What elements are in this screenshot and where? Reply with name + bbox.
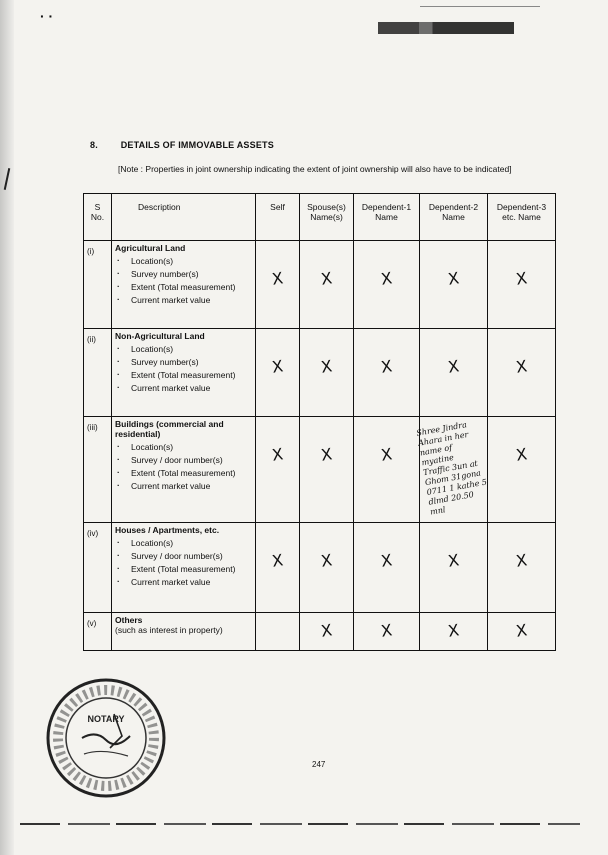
- table-row: [84, 523, 556, 613]
- stamp-label: NOTARY: [87, 714, 125, 724]
- list-item: · Survey number(s): [115, 269, 252, 280]
- cross-mark: X: [379, 444, 394, 465]
- row-subtitle: (such as interest in property): [115, 625, 223, 635]
- list-item: · Survey / door number(s): [115, 551, 252, 562]
- header-dependent-1: Dependent-1 Name: [354, 194, 420, 241]
- row-sno: (iii): [84, 417, 112, 523]
- row-sno: (iv): [84, 523, 112, 613]
- table-row: [84, 613, 556, 651]
- cross-mark: X: [379, 620, 394, 641]
- header-description: Description: [112, 194, 256, 241]
- row-description: [112, 329, 256, 417]
- cross-mark: X: [270, 444, 285, 465]
- cross-mark: [259, 618, 296, 623]
- row-title: Buildings (commercial and residential): [115, 419, 224, 439]
- cross-mark: X: [319, 620, 334, 641]
- section-note: [Note : Properties in joint ownership indicating the extent of joint ownership will also have to be indicated]: [118, 164, 512, 174]
- list-item: · Extent (Total measurement): [115, 370, 252, 381]
- cross-mark: X: [446, 356, 461, 377]
- row-title: Houses / Apartments, etc.: [115, 525, 220, 535]
- page-number: 247: [312, 760, 326, 769]
- cross-mark: X: [514, 356, 529, 377]
- table-row: [84, 329, 556, 417]
- row-title: Others: [115, 615, 143, 625]
- cross-mark: X: [319, 356, 334, 377]
- list-item: · Location(s): [115, 344, 252, 355]
- list-item: · Location(s): [115, 538, 252, 549]
- row-description: [112, 241, 256, 329]
- header-dependent-3: Dependent-3 etc. Name: [488, 194, 556, 241]
- list-item: · Current market value: [115, 577, 252, 588]
- row-sno: (i): [84, 241, 112, 329]
- table-row: [84, 241, 556, 329]
- scan-header-artifact: [378, 22, 514, 34]
- cross-mark: X: [319, 268, 334, 289]
- list-item: · Current market value: [115, 295, 252, 306]
- cross-mark: X: [514, 444, 529, 465]
- cross-mark: X: [319, 444, 334, 465]
- row-description: [112, 523, 256, 613]
- cross-mark: X: [379, 550, 394, 571]
- cross-mark: X: [446, 620, 461, 641]
- list-item: · Location(s): [115, 442, 252, 453]
- section-heading: [90, 140, 274, 150]
- list-item: · Survey / door number(s): [115, 455, 252, 466]
- cross-mark: X: [270, 550, 285, 571]
- cross-mark: X: [514, 550, 529, 571]
- cross-mark: X: [270, 356, 285, 377]
- header-dependent-2: Dependent-2 Name: [420, 194, 488, 241]
- section-number: 8.: [90, 140, 98, 150]
- header-self: Self: [256, 194, 300, 241]
- header-sno: S No.: [84, 194, 112, 241]
- notary-stamp: [44, 676, 168, 800]
- list-item: · Extent (Total measurement): [115, 564, 252, 575]
- cross-mark: X: [319, 550, 334, 571]
- cross-mark: X: [514, 620, 529, 641]
- row-title: Non-Agricultural Land: [115, 331, 205, 341]
- scan-bottom-line: [20, 823, 580, 825]
- table-row: [84, 417, 556, 523]
- scan-artifact: · ·: [40, 8, 54, 24]
- list-item: · Location(s): [115, 256, 252, 267]
- immovable-assets-table: [83, 193, 556, 651]
- row-description: [112, 417, 256, 523]
- handwritten-note: Shree Jindra Ahara in her name of myatine Traffic 3un at Ghom 31gona 0711 1 kathe 5 dlmd 20.50 mnl: [415, 420, 488, 517]
- cross-mark: X: [270, 268, 285, 289]
- header-spouse: Spouse(s) Name(s): [300, 194, 354, 241]
- row-description: [112, 613, 256, 651]
- scan-line: [420, 6, 540, 7]
- cross-mark: X: [379, 268, 394, 289]
- cross-mark: X: [379, 356, 394, 377]
- section-title: DETAILS OF IMMOVABLE ASSETS: [120, 140, 274, 150]
- table-header-row: [84, 194, 556, 241]
- row-sno: (v): [84, 613, 112, 651]
- cross-mark: X: [514, 268, 529, 289]
- row-title: Agricultural Land: [115, 243, 186, 253]
- list-item: · Current market value: [115, 383, 252, 394]
- list-item: · Survey number(s): [115, 357, 252, 368]
- cross-mark: X: [446, 268, 461, 289]
- row-sno: (ii): [84, 329, 112, 417]
- scan-left-edge: [0, 0, 14, 855]
- list-item: · Extent (Total measurement): [115, 282, 252, 293]
- list-item: · Extent (Total measurement): [115, 468, 252, 479]
- list-item: · Current market value: [115, 481, 252, 492]
- cross-mark: X: [446, 550, 461, 571]
